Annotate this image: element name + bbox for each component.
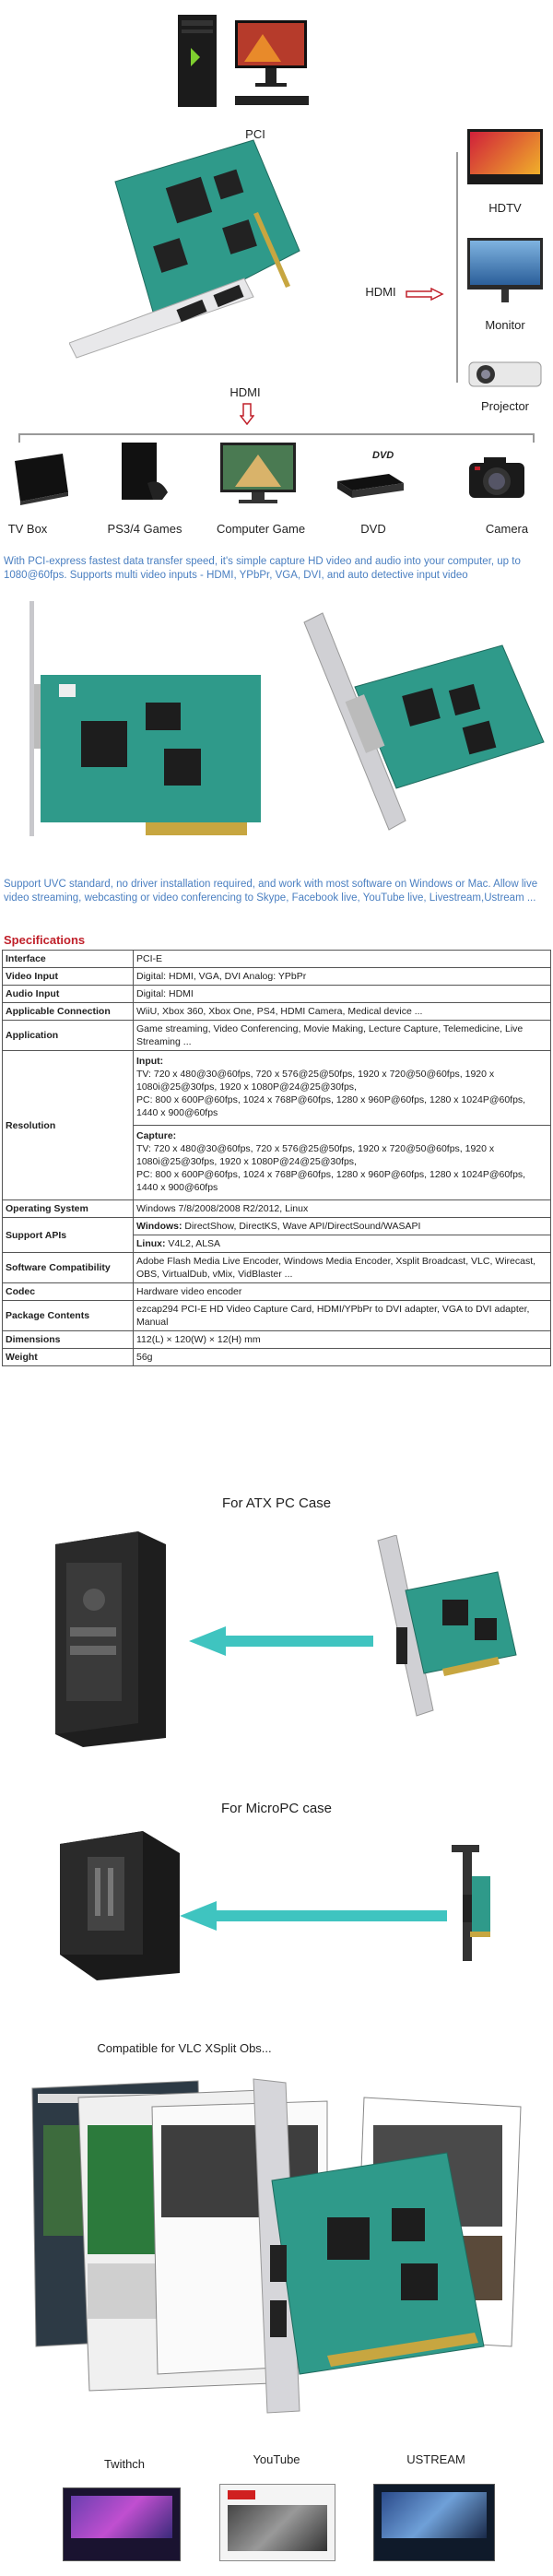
card-photo-left bbox=[7, 592, 261, 850]
spec-key: Support APIs bbox=[3, 1218, 134, 1253]
source-ps-games-label: PS3/4 Games bbox=[107, 522, 182, 536]
spec-value: Digital: HDMI bbox=[134, 986, 551, 1003]
resolution-capture bbox=[134, 1126, 550, 1199]
platform-twitch-label: Twithch bbox=[103, 2457, 146, 2471]
output-bracket bbox=[456, 152, 458, 383]
pci-label: PCI bbox=[245, 127, 265, 141]
micropc-arrow-icon bbox=[180, 1897, 447, 1934]
hdmi-in-arrow-icon bbox=[240, 403, 254, 425]
atx-card-image bbox=[359, 1535, 525, 1719]
linux-label: Linux: bbox=[136, 1238, 166, 1249]
twitch-screenshot bbox=[63, 2487, 181, 2561]
intro-text: With PCI-express fastest data transfer speed, it's simple capture HD video and audio into your computer, up to 1080@60fps. Supports multi video inputs - HDMI, YPbPr, VGA, DVI, and auto detective input video bbox=[4, 556, 521, 581]
atx-section-title: For ATX PC Case bbox=[221, 1495, 332, 1511]
source-tv-box-label: TV Box bbox=[7, 522, 48, 536]
projector-image bbox=[465, 355, 545, 392]
spec-value: Adobe Flash Media Live Encoder, Windows Media Encoder, Xsplit Broadcast, VLC, Wirecast, OBS, VirtualDub, vMix, VidBlaster ... bbox=[134, 1253, 551, 1283]
input-pc: PC: 800 x 600P@60fps, 1024 x 768P@60fps, 1280 x 960P@60fps, 1280 x 1024P@60fps, 1440 x 900@60fps bbox=[136, 1094, 526, 1118]
apis-linux bbox=[134, 1235, 550, 1252]
spec-value: ezcap294 PCI-E HD Video Capture Card, HDMI/YPbPr to DVI adapter, VGA to DVI adapter, Manual bbox=[134, 1301, 551, 1331]
spec-key: Resolution bbox=[3, 1051, 134, 1200]
platform-ustream-label: USTREAM bbox=[406, 2452, 465, 2466]
hdmi-in-label: HDMI bbox=[229, 385, 261, 399]
apis-windows bbox=[134, 1218, 550, 1235]
spec-value: Game streaming, Video Conferencing, Movie Making, Lecture Capture, Telemedicine, Live Streaming ... bbox=[134, 1021, 551, 1051]
bracket-right bbox=[533, 433, 535, 443]
source-computer-game-label: Computer Game bbox=[216, 522, 306, 536]
input-tv: TV: 720 x 480@30@60fps, 720 x 576@25@50fps, 1920 x 720@50@60fps, 1920 x 1080i@25@30fps, 1920 x 1080P@24@25@30fps, bbox=[136, 1069, 495, 1093]
table-row bbox=[3, 1021, 551, 1051]
capture-tv: TV: 720 x 480@30@60fps, 720 x 576@25@50fps, 1920 x 720@50@60fps, 1920 x 1080i@25@30fps, 1920 x 1080P@24@25@30fps, bbox=[136, 1143, 495, 1167]
spec-key: Codec bbox=[3, 1283, 134, 1301]
spec-key: Dimensions bbox=[3, 1331, 134, 1349]
micropc-section-title: For MicroPC case bbox=[220, 1801, 333, 1816]
spec-key: Audio Input bbox=[3, 986, 134, 1003]
apis-value bbox=[134, 1218, 551, 1253]
spec-table bbox=[2, 950, 551, 1366]
hdtv-image bbox=[467, 129, 543, 184]
ps4-image bbox=[111, 441, 175, 507]
spec-key: Interface bbox=[3, 951, 134, 968]
dvd-logo: DVD bbox=[372, 450, 394, 461]
spec-key: Application bbox=[3, 1021, 134, 1051]
youtube-screenshot bbox=[219, 2484, 335, 2561]
source-dvd-label: DVD bbox=[360, 522, 386, 536]
table-row bbox=[3, 1301, 551, 1331]
table-row bbox=[3, 951, 551, 968]
platform-youtube-label: YouTube bbox=[253, 2452, 300, 2466]
micropc-case-image bbox=[51, 1816, 189, 1982]
compat-section-title: Compatible for VLC XSplit Obs... bbox=[97, 2041, 272, 2055]
bracket-left bbox=[18, 433, 20, 443]
output-projector-label: Projector bbox=[480, 399, 530, 413]
table-row bbox=[3, 986, 551, 1003]
ustream-screenshot bbox=[373, 2484, 495, 2561]
camera-image bbox=[465, 450, 530, 505]
capture-label: Capture: bbox=[136, 1130, 177, 1141]
capture-card-image bbox=[69, 131, 318, 389]
software-collage-image bbox=[23, 2070, 539, 2425]
hdmi-out-arrow-icon bbox=[406, 288, 444, 301]
spec-key: Weight bbox=[3, 1349, 134, 1366]
spec-value: Windows 7/8/2008/2008 R2/2012, Linux bbox=[134, 1200, 551, 1218]
input-label: Input: bbox=[136, 1056, 164, 1067]
windows-apis: DirectShow, DirectKS, Wave API/DirectSound/WASAPI bbox=[184, 1221, 421, 1232]
top-diagram bbox=[0, 0, 553, 544]
spec-key: Applicable Connection bbox=[3, 1003, 134, 1021]
pc-tower-image bbox=[171, 11, 318, 117]
card-photo-right bbox=[267, 604, 553, 834]
linux-apis: V4L2, ALSA bbox=[168, 1238, 221, 1249]
hdmi-out-label: HDMI bbox=[365, 285, 396, 299]
low-profile-bracket-image bbox=[442, 1839, 498, 1968]
table-row bbox=[3, 1051, 551, 1200]
spec-value: 56g bbox=[134, 1349, 551, 1366]
monitor-stand bbox=[501, 290, 509, 302]
uvc-support-text: Support UVC standard, no driver installation required, and work with most software on Windows or Mac. Allow live video streaming, webcasting or video conferencing to Skype, Facebook live, YouTube live, Livestream,Ustream ... bbox=[4, 879, 538, 904]
output-hdtv-label: HDTV bbox=[488, 201, 522, 215]
resolution-input bbox=[134, 1051, 550, 1126]
spec-key: Package Contents bbox=[3, 1301, 134, 1331]
dvd-player-image bbox=[334, 450, 407, 505]
spec-value: Hardware video encoder bbox=[134, 1283, 551, 1301]
source-camera-label: Camera bbox=[485, 522, 529, 536]
spec-value: PCI-E bbox=[134, 951, 551, 968]
table-row bbox=[3, 1003, 551, 1021]
table-row bbox=[3, 1349, 551, 1366]
spec-value: 112(L) × 120(W) × 12(H) mm bbox=[134, 1331, 551, 1349]
spec-key: Video Input bbox=[3, 968, 134, 986]
specifications-title: Specifications bbox=[4, 933, 86, 947]
table-row bbox=[3, 1200, 551, 1218]
spec-key: Operating System bbox=[3, 1200, 134, 1218]
atx-arrow-icon bbox=[189, 1623, 373, 1660]
windows-label: Windows: bbox=[136, 1221, 182, 1232]
table-row bbox=[3, 968, 551, 986]
resolution-value bbox=[134, 1051, 551, 1200]
computer-game-image bbox=[217, 441, 300, 507]
atx-case-image bbox=[37, 1526, 184, 1747]
tv-box-image bbox=[7, 450, 72, 505]
capture-pc: PC: 800 x 600P@60fps, 1024 x 768P@60fps, 1280 x 960P@60fps, 1280 x 1024P@60fps, 1440 x 900@60fps bbox=[136, 1169, 526, 1193]
monitor-image bbox=[467, 238, 543, 290]
spec-key: Software Compatibility bbox=[3, 1253, 134, 1283]
output-monitor-label: Monitor bbox=[485, 318, 525, 332]
table-row bbox=[3, 1218, 551, 1253]
source-bracket bbox=[18, 433, 535, 435]
table-row bbox=[3, 1253, 551, 1283]
spec-value: WiiU, Xbox 360, Xbox One, PS4, HDMI Camera, Medical device ... bbox=[134, 1003, 551, 1021]
table-row bbox=[3, 1331, 551, 1349]
table-row bbox=[3, 1283, 551, 1301]
spec-value: Digital: HDMI, VGA, DVI Analog: YPbPr bbox=[134, 968, 551, 986]
